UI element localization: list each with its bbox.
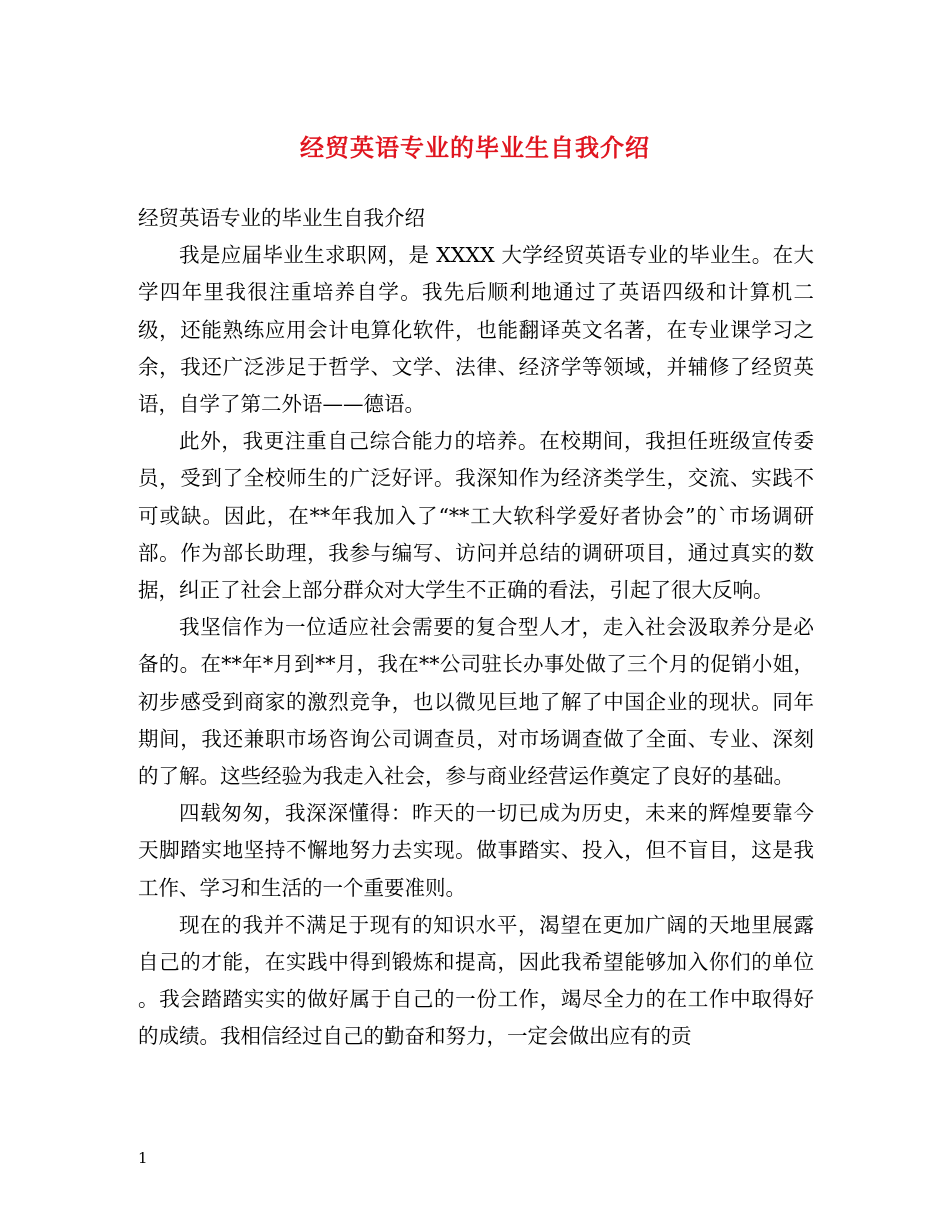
- page-number: 1: [138, 1149, 148, 1167]
- paragraph-5: 现在的我并不满足于现有的知识水平，渴望在更加广阔的天地里展露自己的才能，在实践中得到锻炼和提高，因此我希望能够加入你们的单位 。我会踏踏实实的做好属于自己的一份工作，竭尽全力的在工作中取得好的成绩。我相信经过自己的勤奋和努力，一定会做出应有的贡: [138, 912, 814, 1049]
- paragraph-4: 四载匆匆，我深深懂得：昨天的一切已成为历史，未来的辉煌要靠今天脚踏实地坚持不懈地努力去实现。做事踏实、投入，但不盲目，这是我工作、学习和生活的一个重要准则。: [138, 801, 814, 900]
- document-title: 经贸英语专业的毕业生自我介绍: [300, 133, 650, 162]
- paragraph-2: 此外，我更注重自己综合能力的培养。在校期间，我担任班级宣传委员，受到了全校师生的广泛好评。我深知作为经济类学生，交流、实践不可或缺。因此，在**年我加入了“**工大软科学爱好者协会”的`市场调研部。作为部长助理，我参与编写、访问并总结的调研项目，通过真实的数据，纠正了社会上部分群众对大学生不正确的看法，引起了很大反响。: [138, 429, 814, 603]
- paragraph-1: 我是应届毕业生求职网，是 XXXX 大学经贸英语专业的毕业生。在大学四年里我很注重培养自学。我先后顺利地通过了英语四级和计算机二级，还能熟练应用会计电算化软件，也能翻译英文名著，在专业课学习之余，我还广泛涉足于哲学、文学、法律、经济学等领域，并辅修了经贸英语，自学了第二外语——德语。: [138, 243, 814, 417]
- paragraph-3: 我坚信作为一位适应社会需要的复合型人才，走入社会汲取养分是必备的。在**年*月到**月，我在**公司驻长办事处做了三个月的促销小姐，初步感受到商家的激烈竞争，也以微见巨地了解了中国企业的现状。同年期间，我还兼职市场咨询公司调查员，对市场调查做了全面、专业、深刻的了解。这些经验为我走入社会，参与商业经营运作奠定了良好的基础。: [138, 615, 814, 789]
- document-body: [138, 200, 814, 1056]
- document-subtitle: 经贸英语专业的毕业生自我介绍: [138, 206, 425, 230]
